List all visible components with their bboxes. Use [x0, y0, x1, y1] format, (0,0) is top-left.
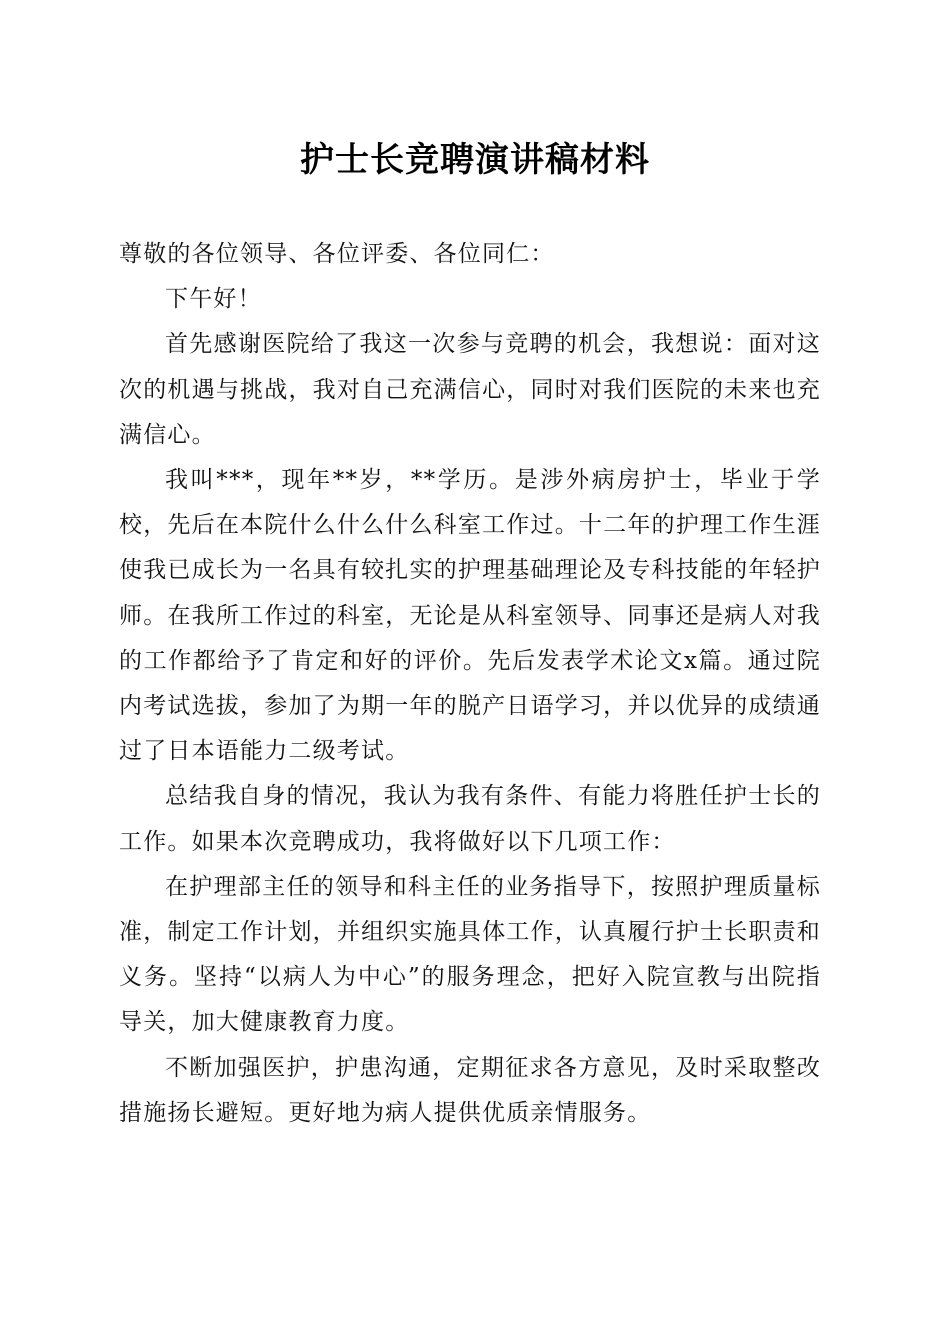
paragraph-greeting: 下午好！: [165, 286, 262, 313]
paragraph-thanks: 首先感谢医院给了我这一次参与竞聘的机会，我想说：面对这次的机遇与挑战，我对自己充满信心，同时对我们医院的未来也充满信心。: [119, 331, 821, 448]
document-title: 护士长竞聘演讲稿材料: [300, 140, 650, 180]
salutation: 尊敬的各位领导、各位评委、各位同仁：: [119, 241, 555, 267]
paragraph-work-plan-1: 在护理部主任的领导和科主任的业务指导下，按照护理质量标准，制定工作计划，并组织实施具体工作，认真履行护士长职责和义务。坚持“以病人为中心”的服务理念，把好入院宣教与出院指导关，加大健康教育力度。: [119, 873, 821, 1036]
paragraph-work-plan-2: 不断加强医护，护患沟通，定期征求各方意见，及时采取整改措施扬长避短。更好地为病人提供优质亲情服务。: [119, 1054, 821, 1126]
paragraph-summary: 总结我自身的情况，我认为我有条件、有能力将胜任护士长的工作。如果本次竞聘成功，我将做好以下几项工作：: [119, 783, 821, 855]
paragraph-self-introduction: 我叫***，现年**岁，**学历。是涉外病房护士，毕业于学校，先后在本院什么什么什么科室工作过。十二年的护理工作生涯使我已成长为一名具有较扎实的护理基础理论及专科技能的年轻护师。在我所工作过的科室，无论是从科室领导、同事还是病人对我的工作都给予了肯定和好的评价。先后发表学术论文x篇。通过院内考试选拔，参加了为期一年的脱产日语学习，并以优异的成绩通过了日本语能力二级考试。: [119, 467, 821, 765]
document-body: [119, 232, 821, 1136]
